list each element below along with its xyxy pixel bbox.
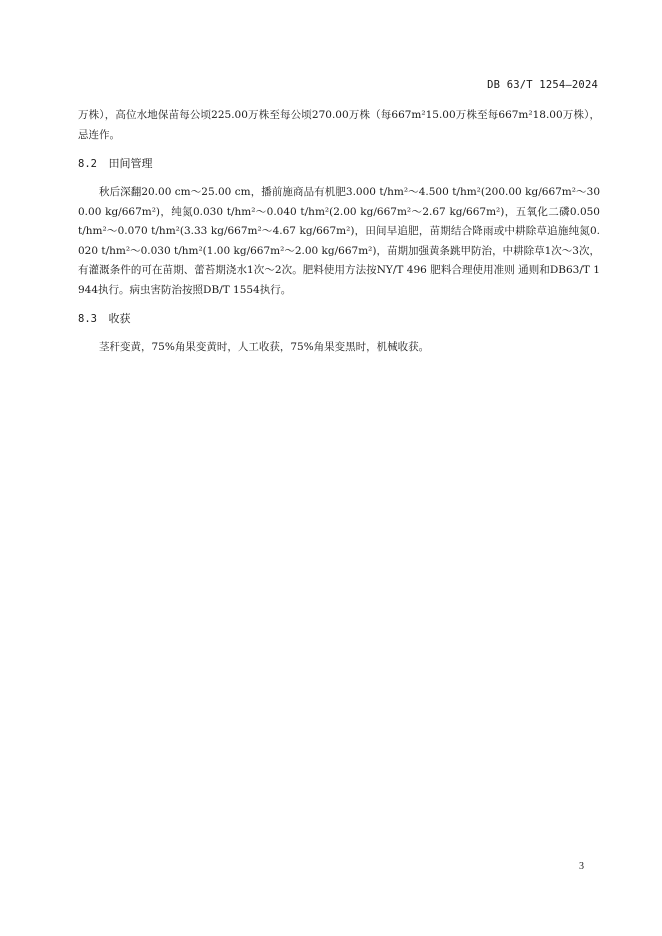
section-heading-8-2 xyxy=(78,154,600,174)
section-paragraph: 茎秆变黄，75%角果变黄时，人工收获，75%角果变黑时，机械收获。 xyxy=(99,341,430,353)
page-number: 3 xyxy=(579,861,584,872)
continued-paragraph: 万株），高位水地保苗每公顷225.00万株至每公顷270.00万株（每667m²15.00万株至每667m²18.00万株），忌连作。 xyxy=(78,109,600,141)
section-title: 收获 xyxy=(108,312,131,325)
section-heading-8-3 xyxy=(78,309,600,329)
section-title: 田间管理 xyxy=(108,157,153,170)
page-content xyxy=(78,106,600,358)
section-number: 8.2 xyxy=(78,158,97,170)
document-id-header: DB 63/T 1254—2024 xyxy=(487,79,598,91)
section-number: 8.3 xyxy=(78,313,97,325)
section-paragraph: 秋后深翻20.00 cm～25.00 cm，播前施商品有机肥3.000 t/hm²～4.500 t/hm²(200.00 kg/667m²～300.00 kg/667m²)，纯氮0.030 t/hm²～0.040 t/hm²(2.00 kg/667m²～2.67 kg/667m²)，五氧化二磷0.050 t/hm²～0.070 t/hm²(3.33 kg/667m²～4.67 kg/667m²)，田间早追肥，苗期结合降雨或中耕除草追施纯氮0.020 t/hm²～0.030 t/hm²(1.00 kg/667m²～2.00 kg/667m²)，苗期加强黄条跳甲防治，中耕除草1次～3次，有灌溉条件的可在苗期、蕾苔期浇水1次～2次。肥料使用方法按NY/T 496 肥料合理使用准则 通则和DB63/T 1944执行。病虫害防治按照DB/T 1554执行。 xyxy=(78,186,600,296)
